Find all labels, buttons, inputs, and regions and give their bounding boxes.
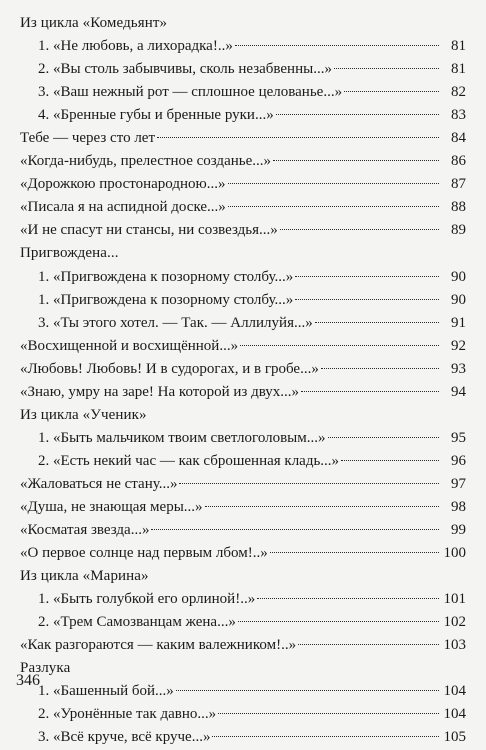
toc-entry-title: 1. «Пригвождена к позорному столбу...» (38, 268, 294, 285)
toc-entry-title: 2. «Есть некий час — как сброшенная кладь...» (38, 452, 340, 469)
toc-entry-title: «И не спасут ни стансы, ни созвездья...» (20, 222, 278, 239)
toc-entry-page: 90 (451, 268, 466, 285)
toc-entry-page: 94 (451, 383, 466, 400)
dot-leader (228, 183, 440, 184)
toc-section-heading (20, 565, 466, 588)
dot-leader (228, 206, 439, 207)
toc-entry (20, 127, 466, 150)
toc-entry-page: 96 (451, 452, 466, 469)
toc-entry-page: 81 (451, 38, 466, 55)
dot-leader (205, 506, 439, 507)
toc-entry-title: 2. «Уронённые так давно...» (38, 706, 217, 723)
toc-entry-title: «О первое солнце над первым лбом!..» (20, 545, 268, 562)
dot-leader (218, 713, 439, 714)
dot-leader (235, 45, 439, 46)
toc-entry (20, 611, 466, 634)
toc-entry-title: 2. «Трем Самозванцам жена...» (38, 614, 236, 631)
dot-leader (179, 483, 439, 484)
toc-entry-page: 102 (443, 614, 466, 631)
toc-entry (20, 427, 466, 450)
dot-leader (280, 229, 439, 230)
dot-leader (238, 621, 439, 622)
dot-leader (212, 736, 439, 737)
toc-entry-page: 82 (451, 84, 466, 101)
toc-entry (20, 219, 466, 242)
toc-entry-page: 90 (451, 291, 466, 308)
toc-entry-title: «Косматая звезда...» (20, 522, 150, 539)
toc-entry (20, 634, 466, 657)
toc-entry-page: 97 (451, 475, 466, 492)
toc-entry-title: «Знаю, умру на заре! На которой из двух...» (20, 383, 300, 400)
toc-entry-page: 87 (451, 176, 466, 193)
toc-entry-page: 88 (451, 199, 466, 216)
toc-entry-page: 95 (451, 429, 466, 446)
toc-entry-title: 1. «Быть голубкой его орлиной!..» (38, 591, 256, 608)
toc-entry-title: «Любовь! Любовь! И в судорогах, и в гробе...» (20, 360, 319, 377)
toc-entry-page: 89 (451, 222, 466, 239)
toc-entry-page: 99 (451, 522, 466, 539)
toc-entry (20, 150, 466, 173)
dot-leader (270, 552, 439, 553)
toc-entry (20, 58, 466, 81)
toc-entry (20, 312, 466, 335)
page-number: 346 (16, 672, 40, 689)
toc-entry (20, 726, 466, 749)
toc-entry-title: «Как разгораются — каким валежником!..» (20, 637, 297, 654)
toc-entry (20, 104, 466, 127)
toc-entry-title: 4. «Бренные губы и бренные руки...» (38, 107, 274, 124)
toc-section-heading (20, 242, 466, 265)
toc-entry-title: «Жаловаться не стану...» (20, 475, 178, 492)
dot-leader (344, 91, 439, 92)
toc-entry-page: 104 (443, 683, 466, 700)
toc-entry-page: 92 (451, 337, 466, 354)
toc-entry-title: 1. «Башенный бой...» (38, 683, 174, 700)
toc-entry-title: 1. «Не любовь, а лихорадка!..» (38, 38, 233, 55)
toc-entry (20, 542, 466, 565)
toc-entry-title: Из цикла «Марина» (20, 568, 149, 585)
toc-entry (20, 450, 466, 473)
toc-section-heading (20, 404, 466, 427)
toc-entry (20, 289, 466, 312)
dot-leader (240, 345, 439, 346)
toc-entry (20, 266, 466, 289)
toc-entry-page: 84 (451, 130, 466, 147)
dot-leader (276, 114, 439, 115)
toc-entry (20, 81, 466, 104)
toc-entry-title: 1. «Быть мальчиком твоим светлоголовым...» (38, 429, 326, 446)
toc-entry-title: 3. «Ваш нежный рот — сплошное целованье...» (38, 84, 343, 101)
toc-entry (20, 173, 466, 196)
toc-entry-title: «Душа, не знающая меры...» (20, 498, 203, 515)
dot-leader (273, 160, 439, 161)
dot-leader (334, 68, 439, 69)
toc-entry-page: 81 (451, 61, 466, 78)
toc-entry-page: 83 (451, 107, 466, 124)
toc-entry-title: Тебе — через сто лет (20, 130, 156, 147)
toc-entry-page: 105 (443, 729, 466, 746)
toc-entry-title: Разлука (20, 660, 71, 677)
toc-entry-title: Из цикла «Комедьянт» (20, 15, 168, 31)
toc-entry-title: 3. «Ты этого хотел. — Так. — Аллилуйя...» (38, 314, 313, 331)
toc-entry (20, 35, 466, 58)
toc-entry (20, 335, 466, 358)
toc-section-heading (20, 12, 466, 35)
toc-entry-page: 103 (443, 637, 466, 654)
toc-entry-title: Из цикла «Ученик» (20, 406, 147, 423)
dot-leader (295, 276, 439, 277)
dot-leader (157, 137, 439, 138)
toc-entry-page: 100 (443, 545, 466, 562)
dot-leader (257, 598, 439, 599)
toc-entry (20, 519, 466, 542)
toc-section-heading (20, 657, 466, 680)
toc-entry-title: 2. «Вы столь забывчивы, сколь незабвенны...» (38, 61, 332, 78)
dot-leader (321, 368, 439, 369)
dot-leader (176, 690, 439, 691)
toc-entry-title: «Восхищенной и восхищённой...» (20, 337, 239, 354)
toc-entry (20, 496, 466, 519)
dot-leader (298, 644, 439, 645)
toc-entry (20, 196, 466, 219)
toc-entry-page: 91 (451, 314, 466, 331)
dot-leader (315, 322, 439, 323)
toc-entry-title: Пригвождена... (20, 245, 119, 262)
toc-entry-title: 3. «Всё круче, всё круче...» (38, 729, 211, 746)
toc-entry-title: «Писала я на аспидной доске...» (20, 199, 226, 216)
toc-entry-page: 104 (443, 706, 466, 723)
dot-leader (341, 460, 439, 461)
table-of-contents (20, 12, 466, 750)
toc-entry-title: 1. «Пригвождена к позорному столбу...» (38, 291, 294, 308)
toc-entry-title: «Дорожкою простонародною...» (20, 176, 226, 193)
toc-entry (20, 473, 466, 496)
toc-entry (20, 588, 466, 611)
dot-leader (295, 299, 439, 300)
toc-entry (20, 358, 466, 381)
dot-leader (328, 437, 439, 438)
toc-entry-page: 98 (451, 498, 466, 515)
toc-entry (20, 703, 466, 726)
toc-entry-page: 101 (443, 591, 466, 608)
toc-entry-page: 93 (451, 360, 466, 377)
toc-entry (20, 381, 466, 404)
dot-leader (151, 529, 439, 530)
dot-leader (301, 391, 439, 392)
toc-entry-page: 86 (451, 153, 466, 170)
toc-entry-title: «Когда-нибудь, прелестное созданье...» (20, 153, 272, 170)
